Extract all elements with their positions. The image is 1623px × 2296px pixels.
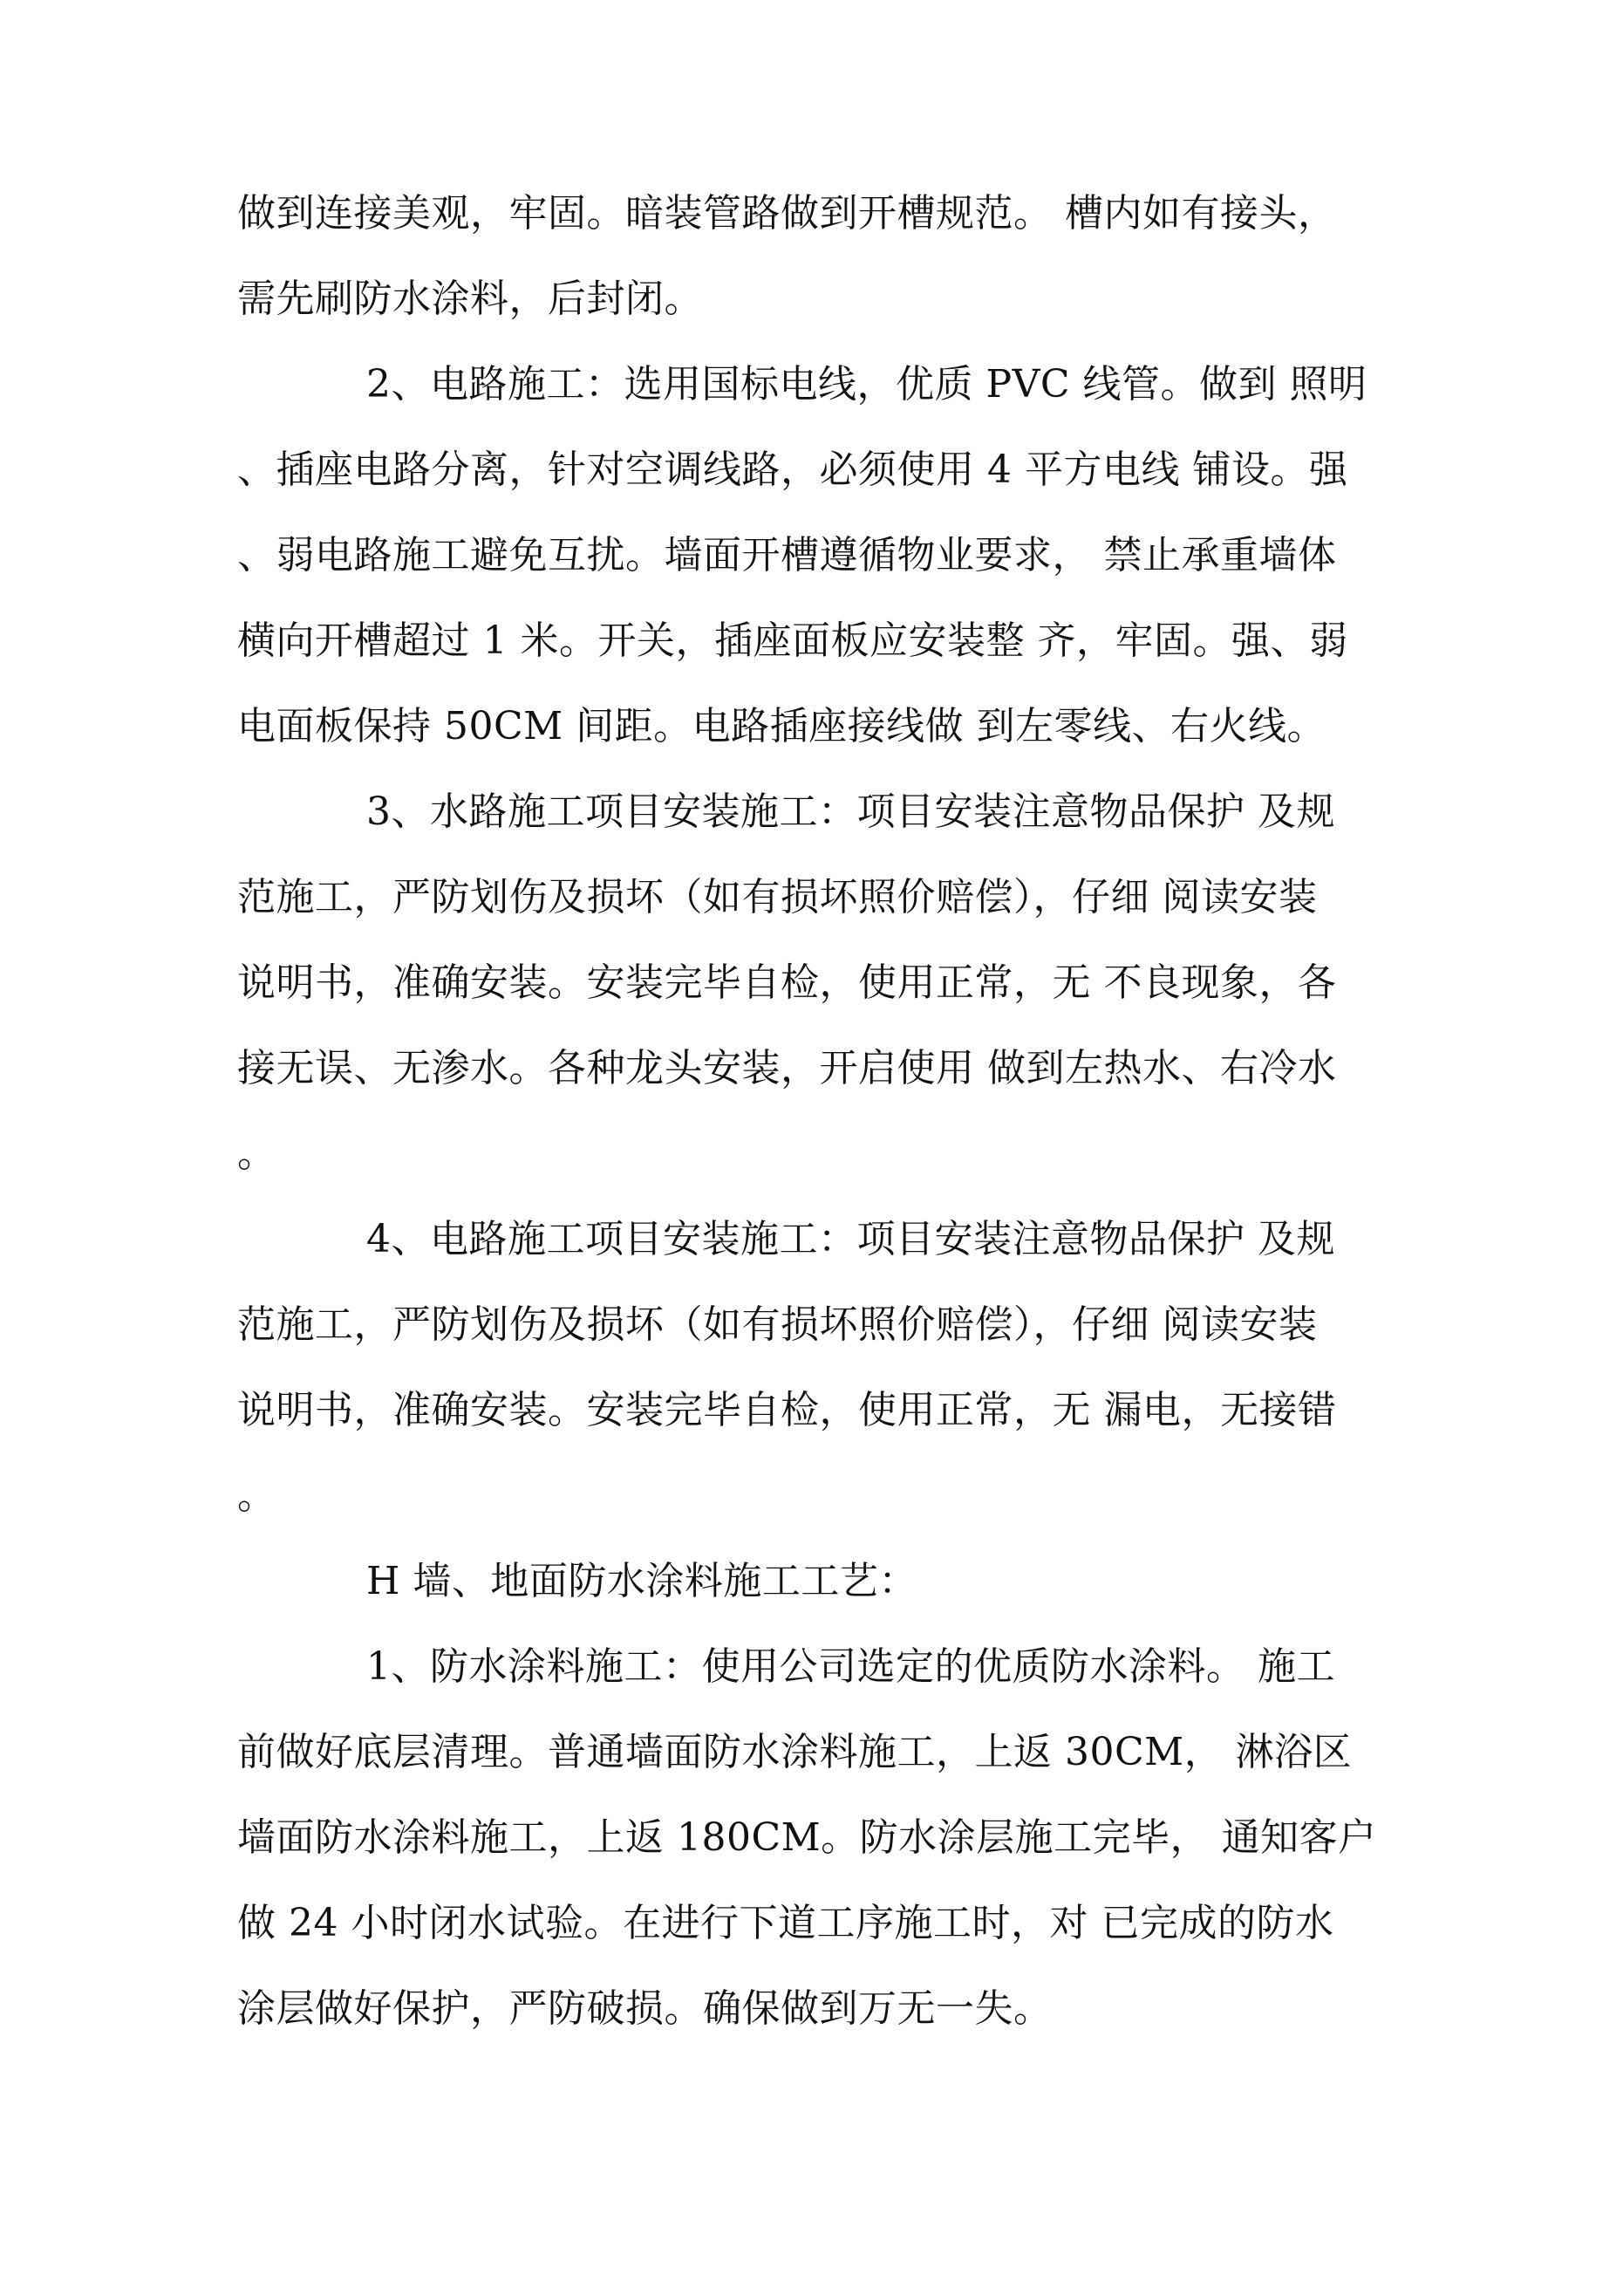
text-line: 。	[237, 1473, 276, 1518]
text-line: 范施工，严防划伤及损坏（如有损坏照价赔偿），仔细 阅读安装	[237, 1302, 1318, 1347]
text-line: 3、水路施工项目安装施工：项目安装注意物品保护 及规	[366, 789, 1335, 834]
text-line: 说明书，准确安装。安装完毕自检，使用正常，无 漏电，无接错	[237, 1388, 1337, 1432]
text-line: 1、防水涂料施工：使用公司选定的优质防水涂料。 施工	[366, 1644, 1335, 1689]
text-line: 横向开槽超过 1 米。开关，插座面板应安装整 齐，牢固。强、弱	[237, 618, 1348, 663]
text-line: 。	[237, 1131, 276, 1176]
text-line: 墙面防水涂料施工，上返 180CM。防水涂层施工完毕， 通知客户	[237, 1815, 1377, 1860]
section-heading: H 墙、地面防水涂料施工工艺：	[366, 1559, 917, 1603]
text-line: 前做好底层清理。普通墙面防水涂料施工，上返 30CM， 淋浴区	[237, 1730, 1353, 1774]
text-line: 做到连接美观，牢固。暗装管路做到开槽规范。 槽内如有接头，	[237, 191, 1337, 236]
text-line: 、弱电路施工避免互扰。墙面开槽遵循物业要求， 禁止承重墙体	[237, 533, 1337, 577]
text-line: 做 24 小时闭水试验。在进行下道工序施工时，对 已完成的防水	[237, 1901, 1334, 1945]
text-line: 电面板保持 50CM 间距。电路插座接线做 到左零线、右火线。	[237, 704, 1326, 748]
text-line: 、插座电路分离，针对空调线路，必须使用 4 平方电线 铺设。强	[237, 448, 1348, 492]
text-line: 范施工，严防划伤及损坏（如有损坏照价赔偿），仔细 阅读安装	[237, 875, 1318, 919]
text-line: 说明书，准确安装。安装完毕自检，使用正常，无 不良现象，各	[237, 960, 1337, 1005]
text-line: 4、电路施工项目安装施工：项目安装注意物品保护 及规	[366, 1217, 1335, 1261]
text-line: 需先刷防水涂料，后封闭。	[237, 277, 703, 321]
text-line: 接无误、无渗水。各种龙头安装，开启使用 做到左热水、右冷水	[237, 1046, 1337, 1090]
text-line: 涂层做好保护，严防破损。确保做到万无一失。	[237, 1986, 1053, 2031]
text-line: 2、电路施工：选用国标电线，优质 PVC 线管。做到 照明	[366, 362, 1367, 407]
document-body	[237, 171, 1415, 2052]
